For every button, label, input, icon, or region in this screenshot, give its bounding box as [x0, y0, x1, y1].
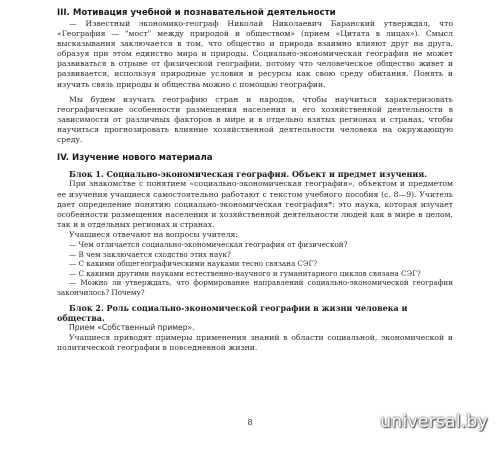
paragraph-block1-definition: При знакомстве с понятием «социально-экономическая география», объектом и предметом ее изучения учащиеся самостоятельно работают с текстом учебного пособия (с. 8—9). Учитель дает определение понятию социально-экономическая география*: это наука, которая изучает особенности размещения населения и хозяйственной деятельности людей как в мире в целом, так и в отдельных регионах и странах. [57, 179, 453, 229]
question-item: — Можно ли утверждать, что формирование направлений социально-экономической географии закончилось? Почему? [57, 278, 453, 297]
page-number: 8 [247, 418, 253, 427]
document-page [57, 8, 453, 353]
question-item: — В чем заключается сходство этих наук? [69, 249, 231, 259]
paragraph-motivation-quote: — Известный экономико-географ Николай Николаевич Баранский утверждал, что «География — "мост" между природой и обществом» (прием «Цитата в лицах»). Смысл высказывания заключается в том, что общество и природа взаимно влияют друг на друга, образуя при этом единство мира и природы. Социально-экономическая география не может развиваться в отрыве от физической географии, потому что человеческое общество живет и развивается, используя природные условия и ресурсы как свою среду обитания. Понять и изучить связь природы и общества можно с помощью географии. [57, 19, 453, 89]
block2-title: Блок 2. Роль социально-экономической географии в жизни человека и общества. [57, 302, 408, 323]
paragraph-motivation-goals: Мы будем изучать географию стран и народов, чтобы научиться характеризовать географические особенности размещения населения и его хозяйственной деятельности в зависимости от различных факторов в мире и в отдельно взятых регионах и странах, чтобы научиться прогнозировать влияние хозяйственной деятельности человека на окружающую среду. [57, 94, 453, 145]
paragraph-block2-examples: Учащиеся приводят примеры применения знаний в области социальной, экономической и политической географии в повседневной жизни. [57, 333, 453, 353]
block1-title: Блок 1. Социально-экономическая география. Объект и предмет изучения. [69, 169, 428, 180]
question-item: — Чем отличается социально-экономическая география от физической? [69, 239, 348, 249]
question-list [57, 240, 453, 298]
section-heading-new-material: IV. Изучение нового материала [57, 153, 213, 164]
section-heading-motivation: III. Мотивация учебной и познавательной деятельности [57, 8, 336, 18]
question-item: — С какими другими науками естественно-научного и гуманитарного циклов связана СЭГ? [69, 268, 421, 278]
question-item: — С какими общегеографическими науками тесно связана СЭГ? [69, 259, 318, 269]
watermark-logo: universal.by [380, 412, 488, 432]
paragraph-block1-questions-intro: Учащиеся отвечают на вопросы учителя: [69, 229, 238, 239]
method-label: Прием «Собственный пример». [69, 323, 195, 333]
